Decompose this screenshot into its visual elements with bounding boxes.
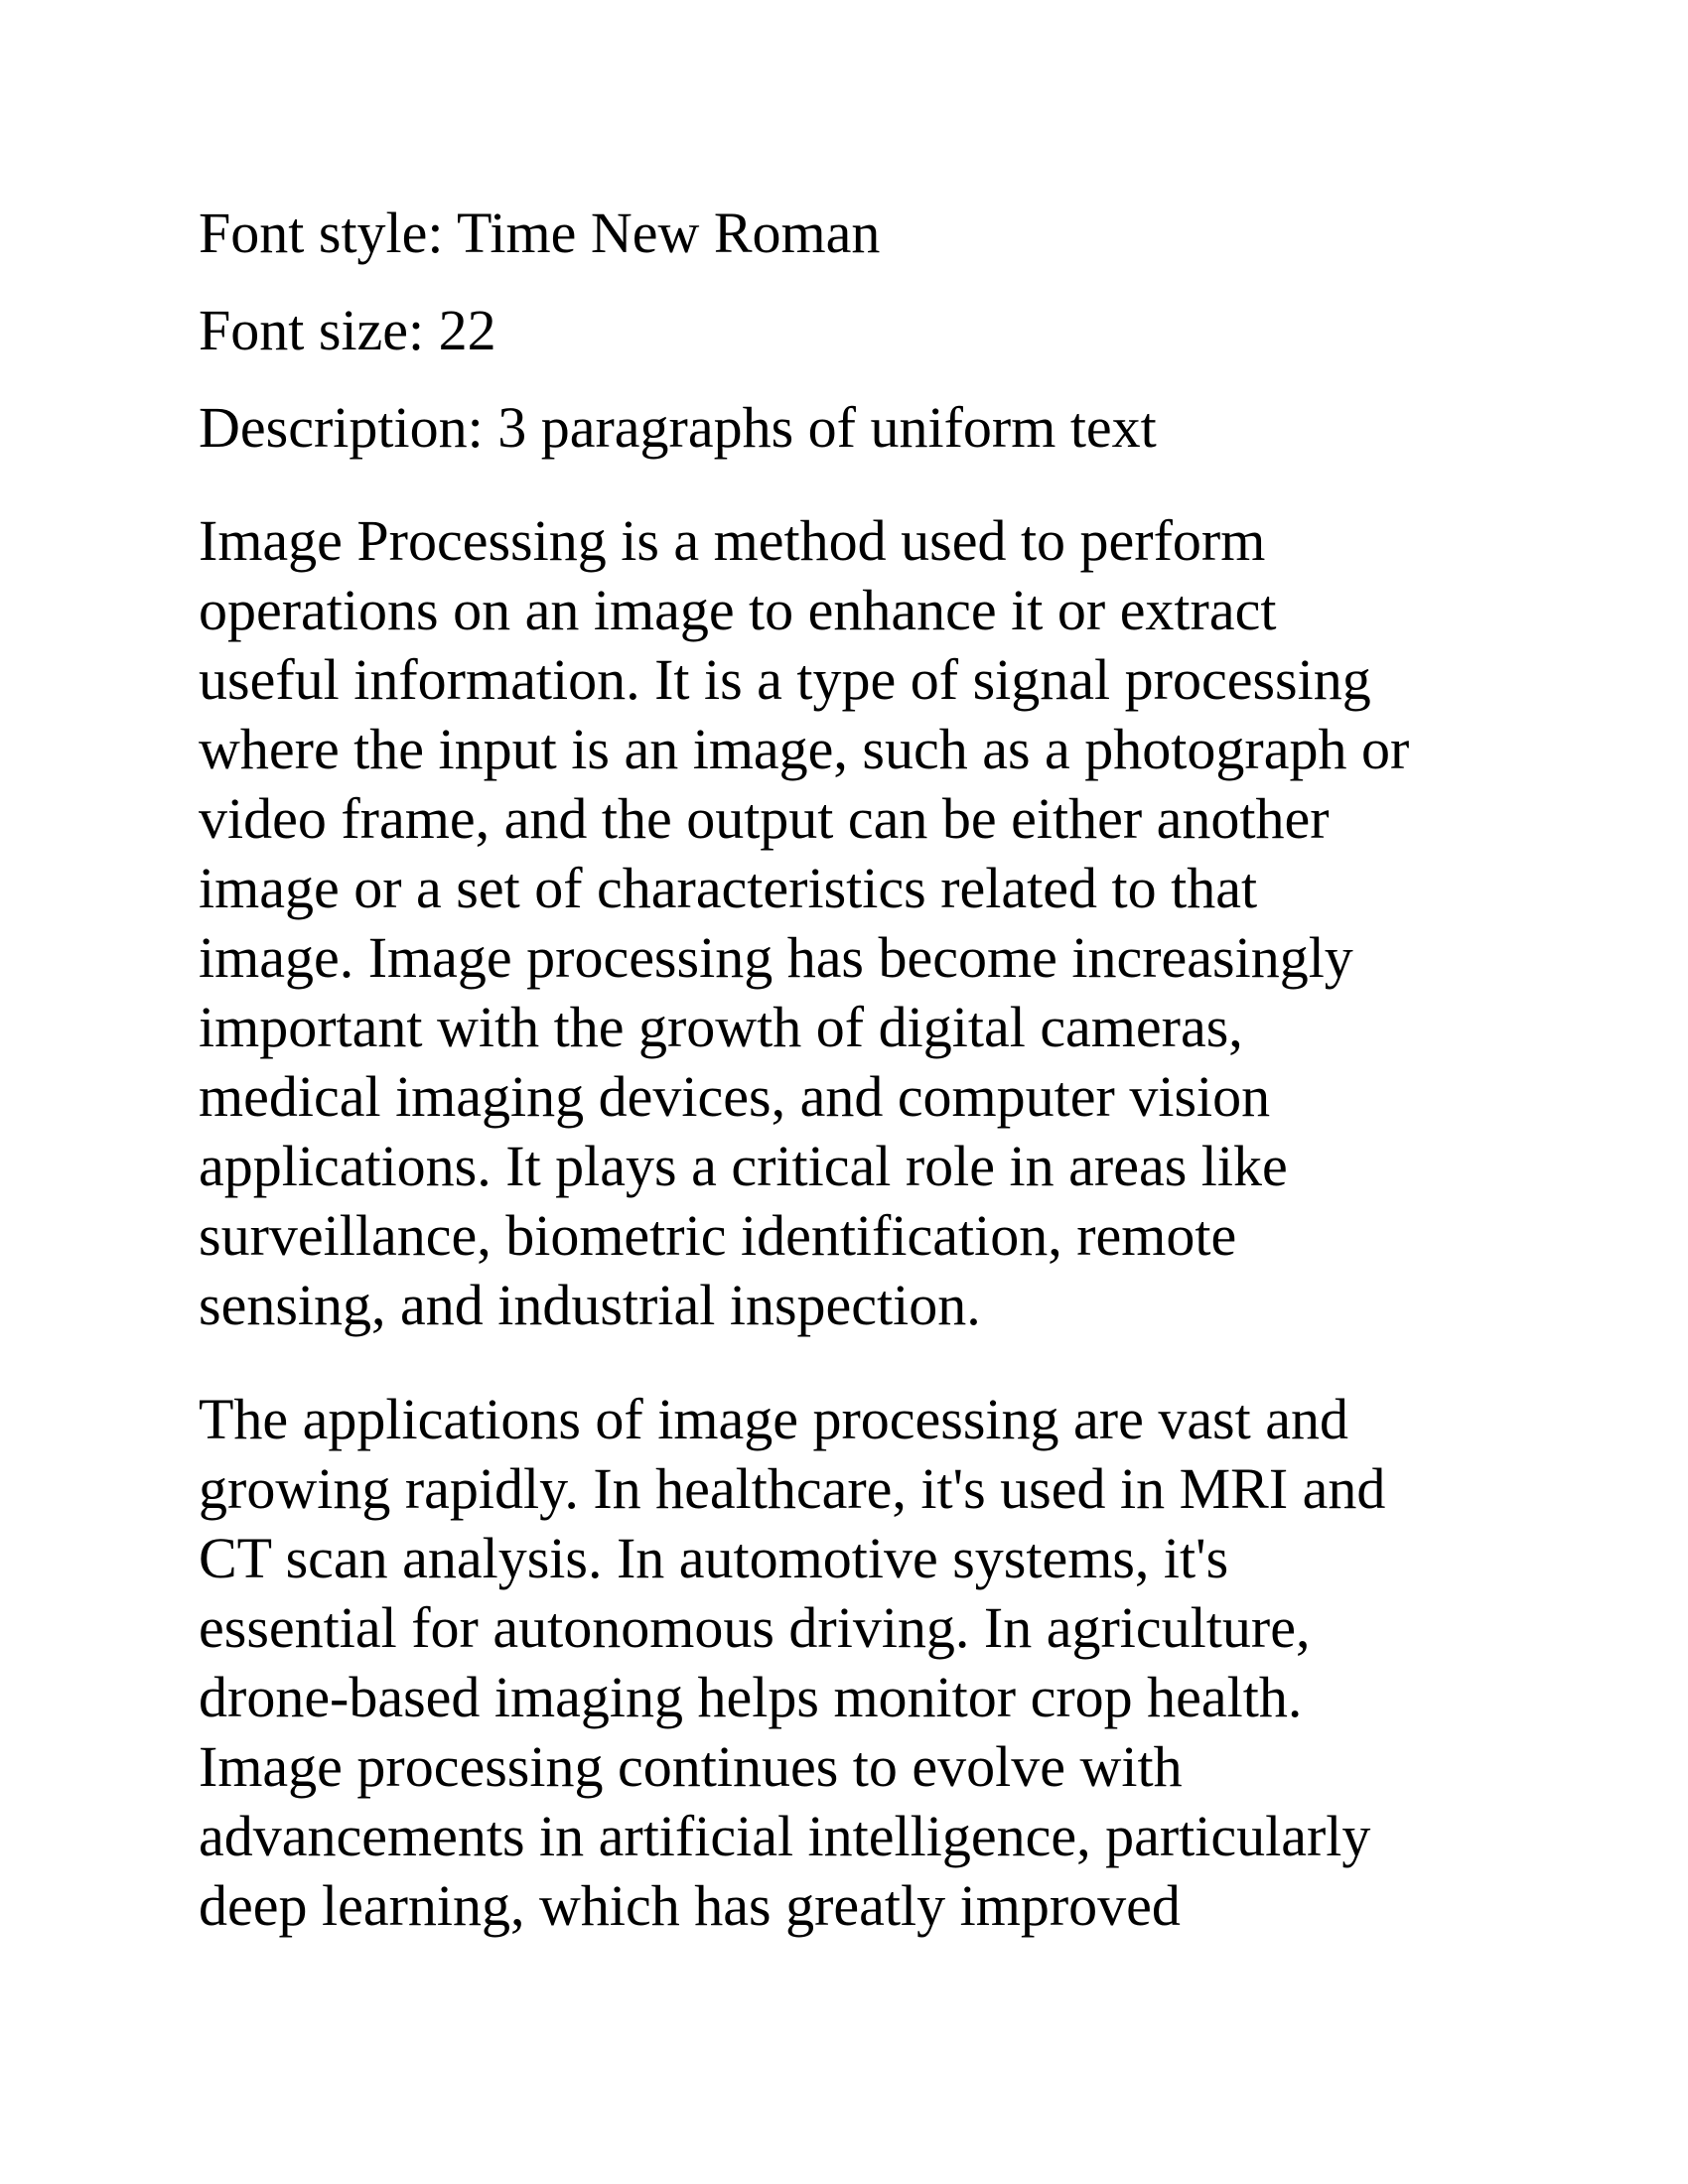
paragraph-line: medical imaging devices, and computer vision [199, 1064, 1271, 1129]
paragraph-line: drone-based imaging helps monitor crop health. [199, 1665, 1303, 1729]
paragraph-line: deep learning, which has greatly improved [199, 1873, 1181, 1938]
paragraph-line: The applications of image processing are vast and [199, 1387, 1348, 1451]
font-style-line: Font style: Time New Roman [199, 201, 881, 265]
paragraph-line: sensing, and industrial inspection. [199, 1273, 981, 1337]
paragraph-line: useful information. It is a type of signal processing [199, 647, 1371, 712]
paragraph-line: advancements in artificial intelligence, particularly [199, 1804, 1371, 1868]
paragraph-line: growing rapidly. In healthcare, it's used in MRI and [199, 1456, 1386, 1521]
paragraph-line: Image processing continues to evolve with [199, 1734, 1183, 1799]
document-page [199, 0, 1489, 2184]
paragraph-line: essential for autonomous driving. In agriculture, [199, 1595, 1311, 1660]
paragraph-line: surveillance, biometric identification, remote [199, 1203, 1237, 1268]
paragraph-line: image or a set of characteristics related to that [199, 856, 1258, 920]
description-line: Description: 3 paragraphs of uniform text [199, 395, 1157, 460]
paragraph-line: important with the growth of digital cameras, [199, 995, 1243, 1059]
paragraph-line: CT scan analysis. In automotive systems, it's [199, 1526, 1229, 1590]
paragraph-line: image. Image processing has become increasingly [199, 925, 1353, 990]
paragraph-line: Image Processing is a method used to perform [199, 508, 1266, 573]
paragraph-line: video frame, and the output can be either another [199, 786, 1330, 851]
paragraph-line: operations on an image to enhance it or extract [199, 578, 1277, 642]
paragraph-line: applications. It plays a critical role in areas like [199, 1134, 1288, 1198]
font-size-line: Font size: 22 [199, 298, 496, 362]
paragraph-line: where the input is an image, such as a photograph or [199, 717, 1410, 781]
